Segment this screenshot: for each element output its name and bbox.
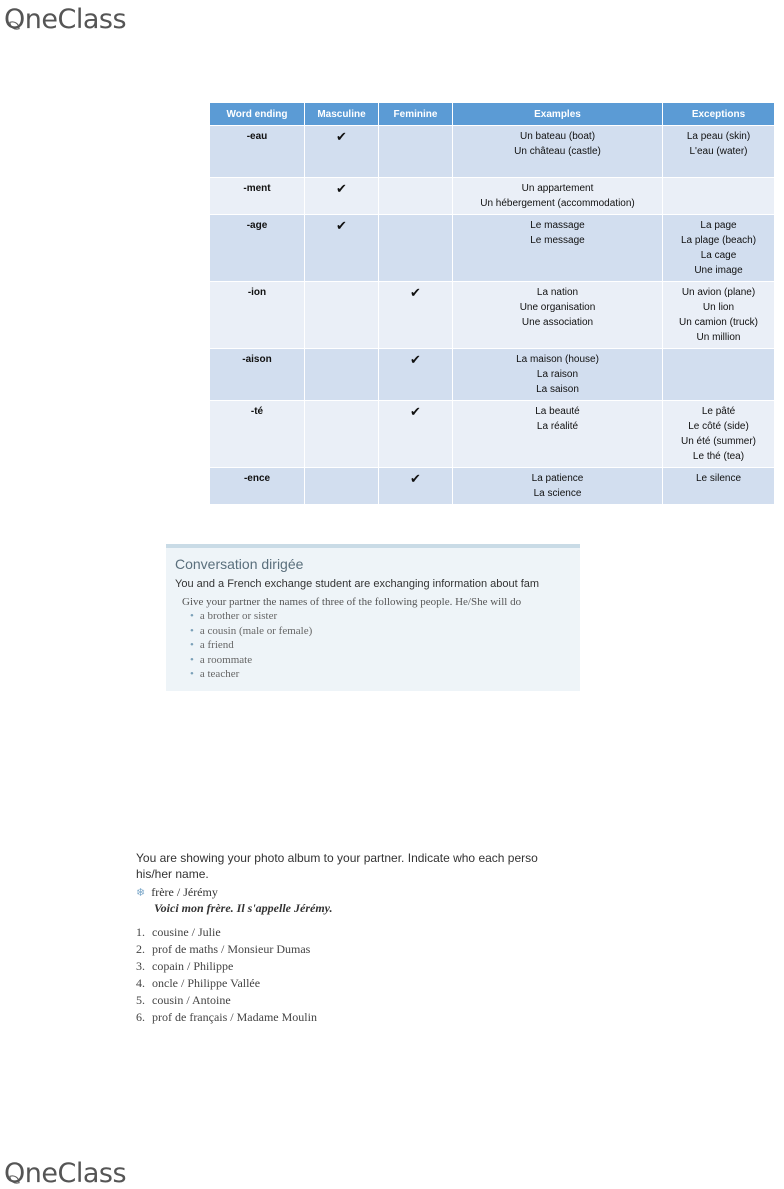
item-text: cousine / Julie	[152, 925, 221, 939]
cell-examples	[453, 282, 663, 349]
item-number: 5.	[136, 993, 145, 1007]
exception-line: L'eau (water)	[689, 146, 748, 157]
example-line: La saison	[536, 384, 579, 395]
header-feminine: Feminine	[379, 103, 453, 126]
table-header-row	[210, 103, 775, 126]
example-line: Un hébergement (accommodation)	[480, 198, 635, 209]
cell-masculine	[305, 468, 379, 505]
cell-examples	[453, 215, 663, 282]
example-line: Le message	[530, 235, 585, 246]
example-line: La patience	[531, 473, 584, 484]
conversation-intro: You and a French exchange student are exchanging information about fam	[175, 578, 540, 590]
model-answer: Voici mon frère. Il s'appelle Jérémy.	[154, 901, 333, 915]
conversation-instruction: Give your partner the names of three of the following people. He/She will do	[182, 596, 522, 608]
cell-exceptions	[663, 126, 775, 178]
example-line: Le massage	[530, 220, 585, 231]
conversation-list	[190, 609, 312, 682]
example-line: La réalité	[536, 421, 579, 432]
cell-word-ending: -aison	[210, 349, 305, 401]
model-example	[136, 885, 601, 916]
list-item	[136, 992, 601, 1009]
list-item: • a friend	[190, 638, 312, 653]
exception-line: Le silence	[695, 473, 742, 484]
item-number: 3.	[136, 959, 145, 973]
list-item: • a brother or sister	[190, 609, 312, 624]
item-number: 1.	[136, 925, 145, 939]
exception-line: Le pâté	[701, 406, 736, 417]
conversation-title: Conversation dirigée	[175, 556, 304, 572]
item-number: 2.	[136, 942, 145, 956]
cell-examples	[453, 126, 663, 178]
list-item	[136, 924, 601, 941]
exception-line: Un été (summer)	[680, 436, 756, 447]
item-text: oncle / Philippe Vallée	[152, 976, 261, 990]
item-number: 6.	[136, 1010, 145, 1024]
cell-feminine: ✔	[379, 401, 453, 468]
exception-line: Le thé (tea)	[692, 451, 745, 462]
cell-exceptions	[663, 282, 775, 349]
item-text: cousin / Antoine	[152, 993, 231, 1007]
cell-feminine: ✔	[379, 282, 453, 349]
cell-exceptions	[663, 468, 775, 505]
cell-masculine	[305, 282, 379, 349]
cell-masculine	[305, 349, 379, 401]
cell-examples	[453, 349, 663, 401]
example-line: Une association	[521, 317, 594, 328]
logo-text: OneClass	[4, 1158, 127, 1189]
conversation-box	[166, 544, 580, 691]
exception-line: Le côté (side)	[688, 421, 749, 432]
item-text: prof de maths / Monsieur Dumas	[152, 942, 311, 956]
exception-line: Un avion (plane)	[681, 287, 756, 298]
list-item	[136, 958, 601, 975]
snowflake-icon: ❄	[136, 887, 146, 899]
cell-examples	[453, 401, 663, 468]
cell-feminine	[379, 215, 453, 282]
table-row	[210, 215, 775, 282]
example-line: La raison	[536, 369, 579, 380]
item-number: 4.	[136, 976, 145, 990]
item-text: prof de français / Madame Moulin	[152, 1010, 317, 1024]
exception-line: La plage (beach)	[680, 235, 757, 246]
table-row	[210, 468, 775, 505]
example-line: Une organisation	[519, 302, 596, 313]
exercise-list	[136, 924, 601, 1026]
example-line: Un bateau (boat)	[519, 131, 596, 142]
header-masculine: Masculine	[305, 103, 379, 126]
table-row	[210, 349, 775, 401]
cell-word-ending: -ment	[210, 178, 305, 215]
cell-word-ending: -eau	[210, 126, 305, 178]
cell-word-ending: -ion	[210, 282, 305, 349]
table-row	[210, 401, 775, 468]
table-row	[210, 178, 775, 215]
table-row	[210, 126, 775, 178]
exception-line: La peau (skin)	[686, 131, 751, 142]
conversation-top-bar	[166, 544, 580, 548]
oneclass-logo-top	[4, 6, 126, 33]
table-row	[210, 282, 775, 349]
cell-feminine	[379, 178, 453, 215]
cell-feminine: ✔	[379, 468, 453, 505]
cell-exceptions	[663, 401, 775, 468]
cell-word-ending: -age	[210, 215, 305, 282]
cell-word-ending: -ence	[210, 468, 305, 505]
cell-masculine: ✔	[305, 178, 379, 215]
cell-feminine: ✔	[379, 349, 453, 401]
example-line: La maison (house)	[516, 354, 599, 365]
model-prompt: frère / Jérémy	[151, 885, 218, 899]
cell-exceptions	[663, 349, 775, 401]
header-exceptions: Exceptions	[663, 103, 775, 126]
list-item	[136, 1009, 601, 1026]
exercise-instruction-line-2: his/her name.	[136, 867, 209, 881]
exception-line: Un lion	[702, 302, 735, 313]
list-item	[136, 941, 601, 958]
list-item: • a teacher	[190, 667, 312, 682]
header-word-ending: Word ending	[210, 103, 305, 126]
example-line: La beauté	[535, 406, 580, 417]
header-examples: Examples	[453, 103, 663, 126]
example-line: Un appartement	[521, 183, 594, 194]
exercise-instruction-line-1: You are showing your photo album to your partner. Indicate who each perso	[136, 851, 538, 865]
cell-masculine: ✔	[305, 126, 379, 178]
cell-masculine	[305, 401, 379, 468]
example-line: Un château (castle)	[514, 146, 601, 157]
exception-line: Un camion (truck)	[679, 317, 758, 328]
cell-feminine	[379, 126, 453, 178]
cell-word-ending: -té	[210, 401, 305, 468]
example-line: La science	[533, 488, 582, 499]
exception-line: La page	[700, 220, 737, 231]
cell-examples	[453, 468, 663, 505]
exception-line: Un million	[696, 332, 741, 343]
list-item	[136, 975, 601, 992]
item-text: copain / Philippe	[152, 959, 234, 973]
cell-exceptions	[663, 215, 775, 282]
photo-album-exercise	[136, 850, 601, 1026]
list-item: • a roommate	[190, 653, 312, 668]
cell-examples	[453, 178, 663, 215]
exception-line: Une image	[694, 265, 743, 276]
exception-line: La cage	[700, 250, 737, 261]
list-item: • a cousin (male or female)	[190, 624, 312, 639]
example-line: La nation	[536, 287, 579, 298]
oneclass-logo-bottom	[4, 1160, 126, 1187]
cell-masculine: ✔	[305, 215, 379, 282]
logo-text: OneClass	[4, 4, 127, 35]
cell-exceptions	[663, 178, 775, 215]
gender-endings-table	[209, 102, 775, 505]
